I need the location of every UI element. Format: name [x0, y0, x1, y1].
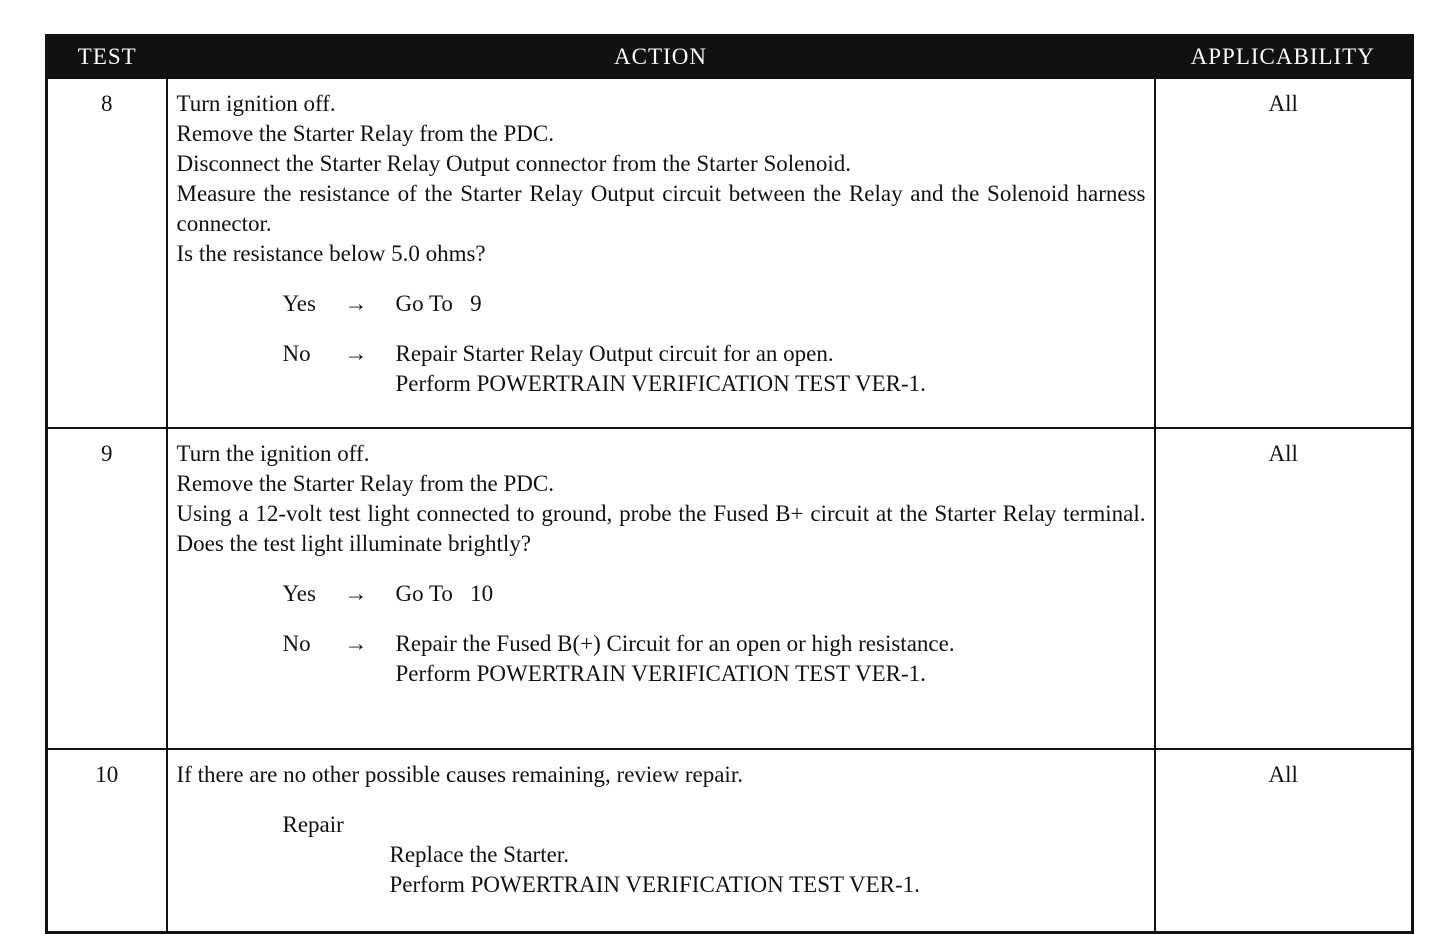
yes-result: Go To 9 — [395, 291, 482, 316]
yes-label: Yes — [282, 291, 316, 316]
step-text: If there are no other possible causes remaining, review repair. — [176, 762, 743, 787]
repair-label: Repair — [282, 812, 344, 837]
table-row — [47, 78, 1413, 428]
no-result-line: Repair the Fused B(+) Circuit for an open or high resistance. — [395, 631, 955, 656]
table-row — [47, 428, 1413, 749]
action-cell — [167, 78, 1155, 428]
applicability-value: All — [1155, 428, 1413, 749]
diagnostic-test-table — [45, 34, 1414, 934]
no-branch — [283, 629, 1146, 689]
step-text: Using a 12-volt test light connected to ground, probe the Fused B+ circuit at the Starter Relay terminal. — [176, 501, 1146, 526]
header-action: ACTION — [167, 36, 1155, 79]
action-cell — [167, 749, 1155, 933]
no-result — [396, 629, 1146, 689]
arrow-right-icon: → — [344, 341, 368, 366]
no-result-line: Perform POWERTRAIN VERIFICATION TEST VER-1. — [395, 371, 926, 396]
header-test: TEST — [47, 36, 167, 79]
arrow-right-icon: → — [344, 291, 368, 316]
no-result-line: Repair Starter Relay Output circuit for an open. — [395, 341, 834, 366]
step-text: Turn ignition off. — [176, 91, 336, 116]
header-row — [47, 36, 1413, 79]
table-row — [47, 749, 1413, 933]
step-text: Turn the ignition off. — [176, 441, 370, 466]
step-text: Remove the Starter Relay from the PDC. — [176, 121, 555, 146]
header-applicability: APPLICABILITY — [1155, 36, 1413, 79]
no-label: No — [282, 341, 311, 366]
step-text: Disconnect the Starter Relay Output connector from the Starter Solenoid. — [176, 151, 851, 176]
step-text: Measure the resistance of the Starter Relay Output circuit between the Relay and the Solenoid harness connector. — [176, 181, 1146, 236]
arrow-right-icon: → — [344, 631, 368, 656]
step-question: Does the test light illuminate brightly? — [176, 531, 532, 556]
repair-detail: Replace the Starter. — [389, 842, 569, 867]
test-number: 8 — [47, 78, 167, 428]
yes-branch — [283, 289, 1146, 319]
no-label: No — [282, 631, 311, 656]
action-cell — [167, 428, 1155, 749]
yes-branch — [283, 579, 1146, 609]
step-text: Remove the Starter Relay from the PDC. — [176, 471, 555, 496]
yes-result: Go To 10 — [395, 581, 494, 606]
repair-detail: Perform POWERTRAIN VERIFICATION TEST VER-1. — [389, 872, 920, 897]
arrow-right-icon: → — [344, 581, 368, 606]
applicability-value: All — [1155, 78, 1413, 428]
yes-label: Yes — [282, 581, 316, 606]
no-branch — [283, 339, 1146, 399]
no-result — [396, 339, 1146, 399]
test-number: 9 — [47, 428, 167, 749]
step-question: Is the resistance below 5.0 ohms? — [176, 241, 486, 266]
no-result-line: Perform POWERTRAIN VERIFICATION TEST VER-1. — [395, 661, 926, 686]
test-number: 10 — [47, 749, 167, 933]
applicability-value: All — [1155, 749, 1413, 933]
